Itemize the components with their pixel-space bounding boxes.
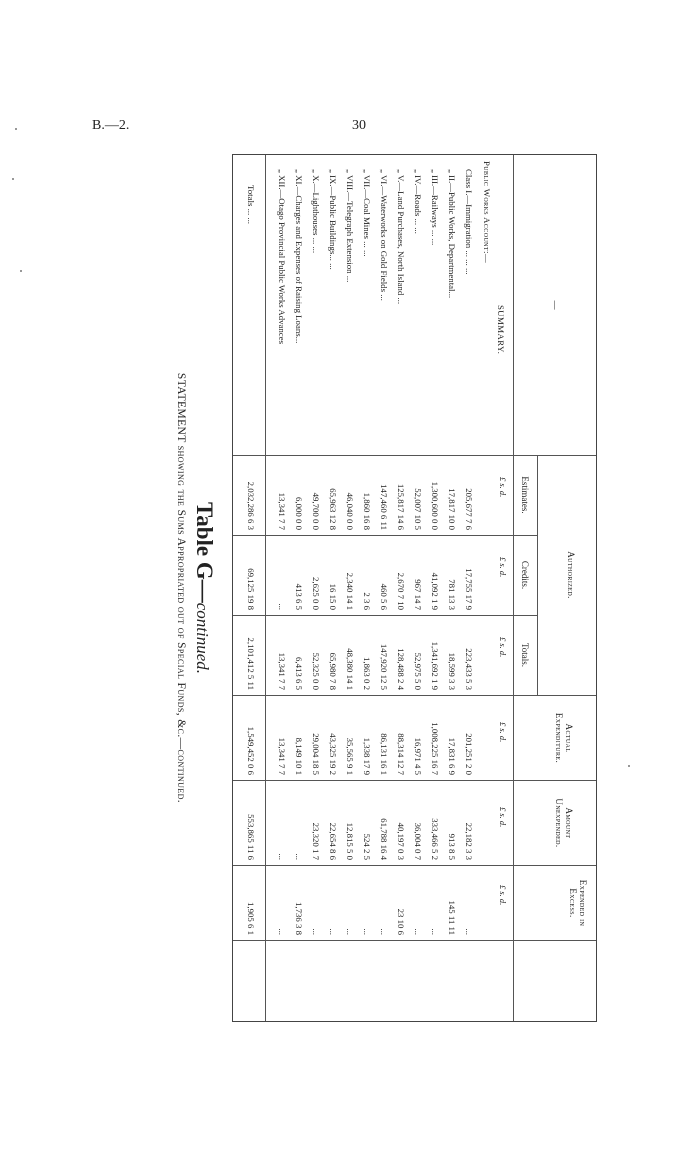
total-est: 2,032,286 6 3 bbox=[246, 481, 256, 530]
total-cred: 69,125 19 8 bbox=[246, 568, 256, 610]
header-authorized: Authorized. bbox=[566, 551, 576, 599]
cell-unexp: 333,466 5 2 bbox=[430, 818, 440, 860]
cell-unexp: 913 8 5 bbox=[447, 833, 457, 860]
cell-est: 125,817 14 6 bbox=[396, 483, 406, 530]
row-label: Class I.—Immigration ... ... ... bbox=[464, 169, 474, 275]
lsd-label: £ s. d. bbox=[498, 722, 508, 743]
cell-excess: ... bbox=[345, 928, 355, 935]
total-unexp: 553,865 11 6 bbox=[246, 814, 256, 860]
cell-cred: 413 6 5 bbox=[294, 583, 304, 610]
lsd-label: £ s. d. bbox=[498, 885, 508, 906]
scan-speck bbox=[12, 178, 14, 180]
row-label: „ X.—Lighthouses ... ... bbox=[311, 169, 321, 254]
cell-excess: ... bbox=[311, 928, 321, 935]
totals-label: Totals ... ... bbox=[246, 185, 256, 224]
cell-excess: ... bbox=[379, 928, 389, 935]
cell-tot: 128,488 2 4 bbox=[396, 648, 406, 690]
cell-est: 13,341 7 7 bbox=[277, 492, 287, 530]
page-reference: B.—2. bbox=[92, 118, 130, 133]
cell-cred: 460 5 6 bbox=[379, 583, 389, 610]
row-label: „ XI.—Charges and Expenses of Raising Loans... bbox=[294, 169, 304, 344]
cell-unexp: 23,320 1 7 bbox=[311, 822, 321, 860]
header-expended-in-excess: Expended in Excess. bbox=[568, 879, 588, 927]
cell-tot: 65,980 7 8 bbox=[328, 652, 338, 690]
cell-unexp: 12,815 5 0 bbox=[345, 822, 355, 860]
cell-cred: ... bbox=[277, 603, 287, 610]
cell-excess: 23 10 6 bbox=[396, 908, 406, 935]
cell-excess: 145 11 11 bbox=[447, 900, 457, 935]
lsd-label: £ s. d. bbox=[498, 807, 508, 828]
total-excess: 1,905 6 1 bbox=[246, 902, 256, 935]
cell-tot: 147,920 12 5 bbox=[379, 643, 389, 690]
totals-rule bbox=[265, 155, 266, 1021]
table-title: Table G—continued. bbox=[192, 501, 217, 675]
cell-excess: ... bbox=[362, 928, 372, 935]
cell-est: 1,300,600 0 0 bbox=[430, 481, 440, 530]
cell-act: 86,131 16 1 bbox=[379, 733, 389, 775]
total-act: 1,549,452 0 6 bbox=[246, 726, 256, 775]
lsd-label: £ s. d. bbox=[498, 477, 508, 498]
cell-cred: 781 13 3 bbox=[447, 579, 457, 610]
cell-excess: ... bbox=[277, 928, 287, 935]
header-estimates: Estimates. bbox=[520, 476, 530, 514]
page-number: 30 bbox=[352, 118, 366, 133]
header-amount-unexpended: Amount Unexpended. bbox=[554, 798, 574, 848]
column-divider bbox=[233, 940, 596, 941]
cell-tot: 223,433 5 3 bbox=[464, 648, 474, 690]
cell-tot: 1,341,692 1 9 bbox=[430, 641, 440, 690]
cell-unexp: 36,004 0 7 bbox=[413, 822, 423, 860]
row-label: „ VIII.—Telegraph Extension ... bbox=[345, 169, 355, 283]
row-label: „ XII.—Otago Provincial Public Works Advances bbox=[277, 169, 287, 345]
summary-table bbox=[232, 154, 597, 1022]
lsd-label: £ s. d. bbox=[498, 557, 508, 578]
row-label: „ V.—Land Purchases, North Island ... bbox=[396, 169, 406, 305]
row-label: „ VII.—Coal Mines ... ... bbox=[362, 169, 372, 257]
header-rule bbox=[513, 155, 514, 1021]
cell-est: 205,677 7 6 bbox=[464, 488, 474, 530]
cell-unexp: 22,654 8 6 bbox=[328, 822, 338, 860]
cell-act: 8,149 10 1 bbox=[294, 737, 304, 775]
cell-tot: 18,599 3 3 bbox=[447, 652, 457, 690]
cell-unexp: ... bbox=[277, 853, 287, 860]
cell-cred: 967 14 7 bbox=[413, 579, 423, 610]
cell-unexp: ... bbox=[294, 853, 304, 860]
header-totals: Totals. bbox=[520, 642, 530, 668]
cell-act: 88,314 12 7 bbox=[396, 733, 406, 775]
row-label: „ III.—Railways ... ... bbox=[430, 169, 440, 246]
cell-tot: 48,380 14 1 bbox=[345, 648, 355, 690]
cell-est: 1,860 16 8 bbox=[362, 492, 372, 530]
cell-est: 65,963 12 8 bbox=[328, 488, 338, 530]
header-credits: Credits. bbox=[520, 560, 530, 590]
cell-unexp: 22,182 3 3 bbox=[464, 822, 474, 860]
cell-est: 17,817 10 0 bbox=[447, 488, 457, 530]
cell-unexp: 524 2 5 bbox=[362, 833, 372, 860]
header-blank: — bbox=[550, 300, 560, 310]
total-tot: 2,101,412 5 11 bbox=[246, 637, 256, 690]
cell-tot: 1,863 0 2 bbox=[362, 657, 372, 690]
cell-tot: 6,413 6 5 bbox=[294, 657, 304, 690]
cell-cred: 16 15 0 bbox=[328, 583, 338, 610]
cell-tot: 52,325 0 0 bbox=[311, 652, 321, 690]
scan-speck bbox=[15, 128, 17, 130]
cell-est: 6,000 0 0 bbox=[294, 497, 304, 530]
summary-heading: SUMMARY. bbox=[496, 305, 506, 355]
cell-excess: ... bbox=[328, 928, 338, 935]
header-actual-expenditure: Actual Expenditure. bbox=[554, 712, 574, 764]
table-subtitle: STATEMENT showing the Sums Appropriated out of Special Funds, &c.—continued. bbox=[175, 372, 187, 804]
cell-est: 52,007 10 5 bbox=[413, 488, 423, 530]
cell-est: 46,040 0 0 bbox=[345, 492, 355, 530]
cell-act: 1,008,225 16 7 bbox=[430, 722, 440, 775]
cell-cred: 2,340 14 1 bbox=[345, 572, 355, 610]
cell-act: 1,338 17 9 bbox=[362, 737, 372, 775]
cell-excess: ... bbox=[430, 928, 440, 935]
row-label: „ IX.—Public Buildings... ... bbox=[328, 169, 338, 270]
cell-cred: 17,755 17 9 bbox=[464, 568, 474, 610]
cell-act: 16,971 4 5 bbox=[413, 737, 423, 775]
row-label: „ VI.—Waterworks on Gold Fields ... bbox=[379, 169, 389, 301]
cell-act: 29,004 18 5 bbox=[311, 733, 321, 775]
cell-excess: ... bbox=[413, 928, 423, 935]
rotated-table-area bbox=[165, 138, 635, 1038]
cell-act: 35,565 9 1 bbox=[345, 737, 355, 775]
cell-act: 43,325 19 2 bbox=[328, 733, 338, 775]
cell-tot: 13,341 7 7 bbox=[277, 652, 287, 690]
row-label: „ II.—Public Works, Departmental... bbox=[447, 169, 457, 299]
cell-unexp: 61,788 16 4 bbox=[379, 818, 389, 860]
lsd-label: £ s. d. bbox=[498, 637, 508, 658]
cell-act: 17,831 6 9 bbox=[447, 737, 457, 775]
header-rule bbox=[537, 455, 538, 695]
cell-act: 13,341 7 7 bbox=[277, 737, 287, 775]
cell-tot: 52,975 5 0 bbox=[413, 652, 423, 690]
cell-cred: 2,625 0 0 bbox=[311, 577, 321, 610]
cell-unexp: 40,197 0 3 bbox=[396, 822, 406, 860]
scan-speck bbox=[20, 270, 22, 272]
row-label: „ IV.—Roads ... ... bbox=[413, 169, 423, 234]
account-heading: Public Works Account:— bbox=[482, 161, 492, 264]
cell-cred: 2 3 6 bbox=[362, 592, 372, 610]
cell-cred: 2,670 7 10 bbox=[396, 572, 406, 610]
cell-act: 201,251 2 0 bbox=[464, 733, 474, 775]
cell-excess: 1,736 3 8 bbox=[294, 902, 304, 935]
cell-cred: 41,092 1 9 bbox=[430, 572, 440, 610]
cell-est: 49,700 0 0 bbox=[311, 492, 321, 530]
cell-est: 147,460 6 11 bbox=[379, 484, 389, 530]
cell-excess: ... bbox=[464, 928, 474, 935]
